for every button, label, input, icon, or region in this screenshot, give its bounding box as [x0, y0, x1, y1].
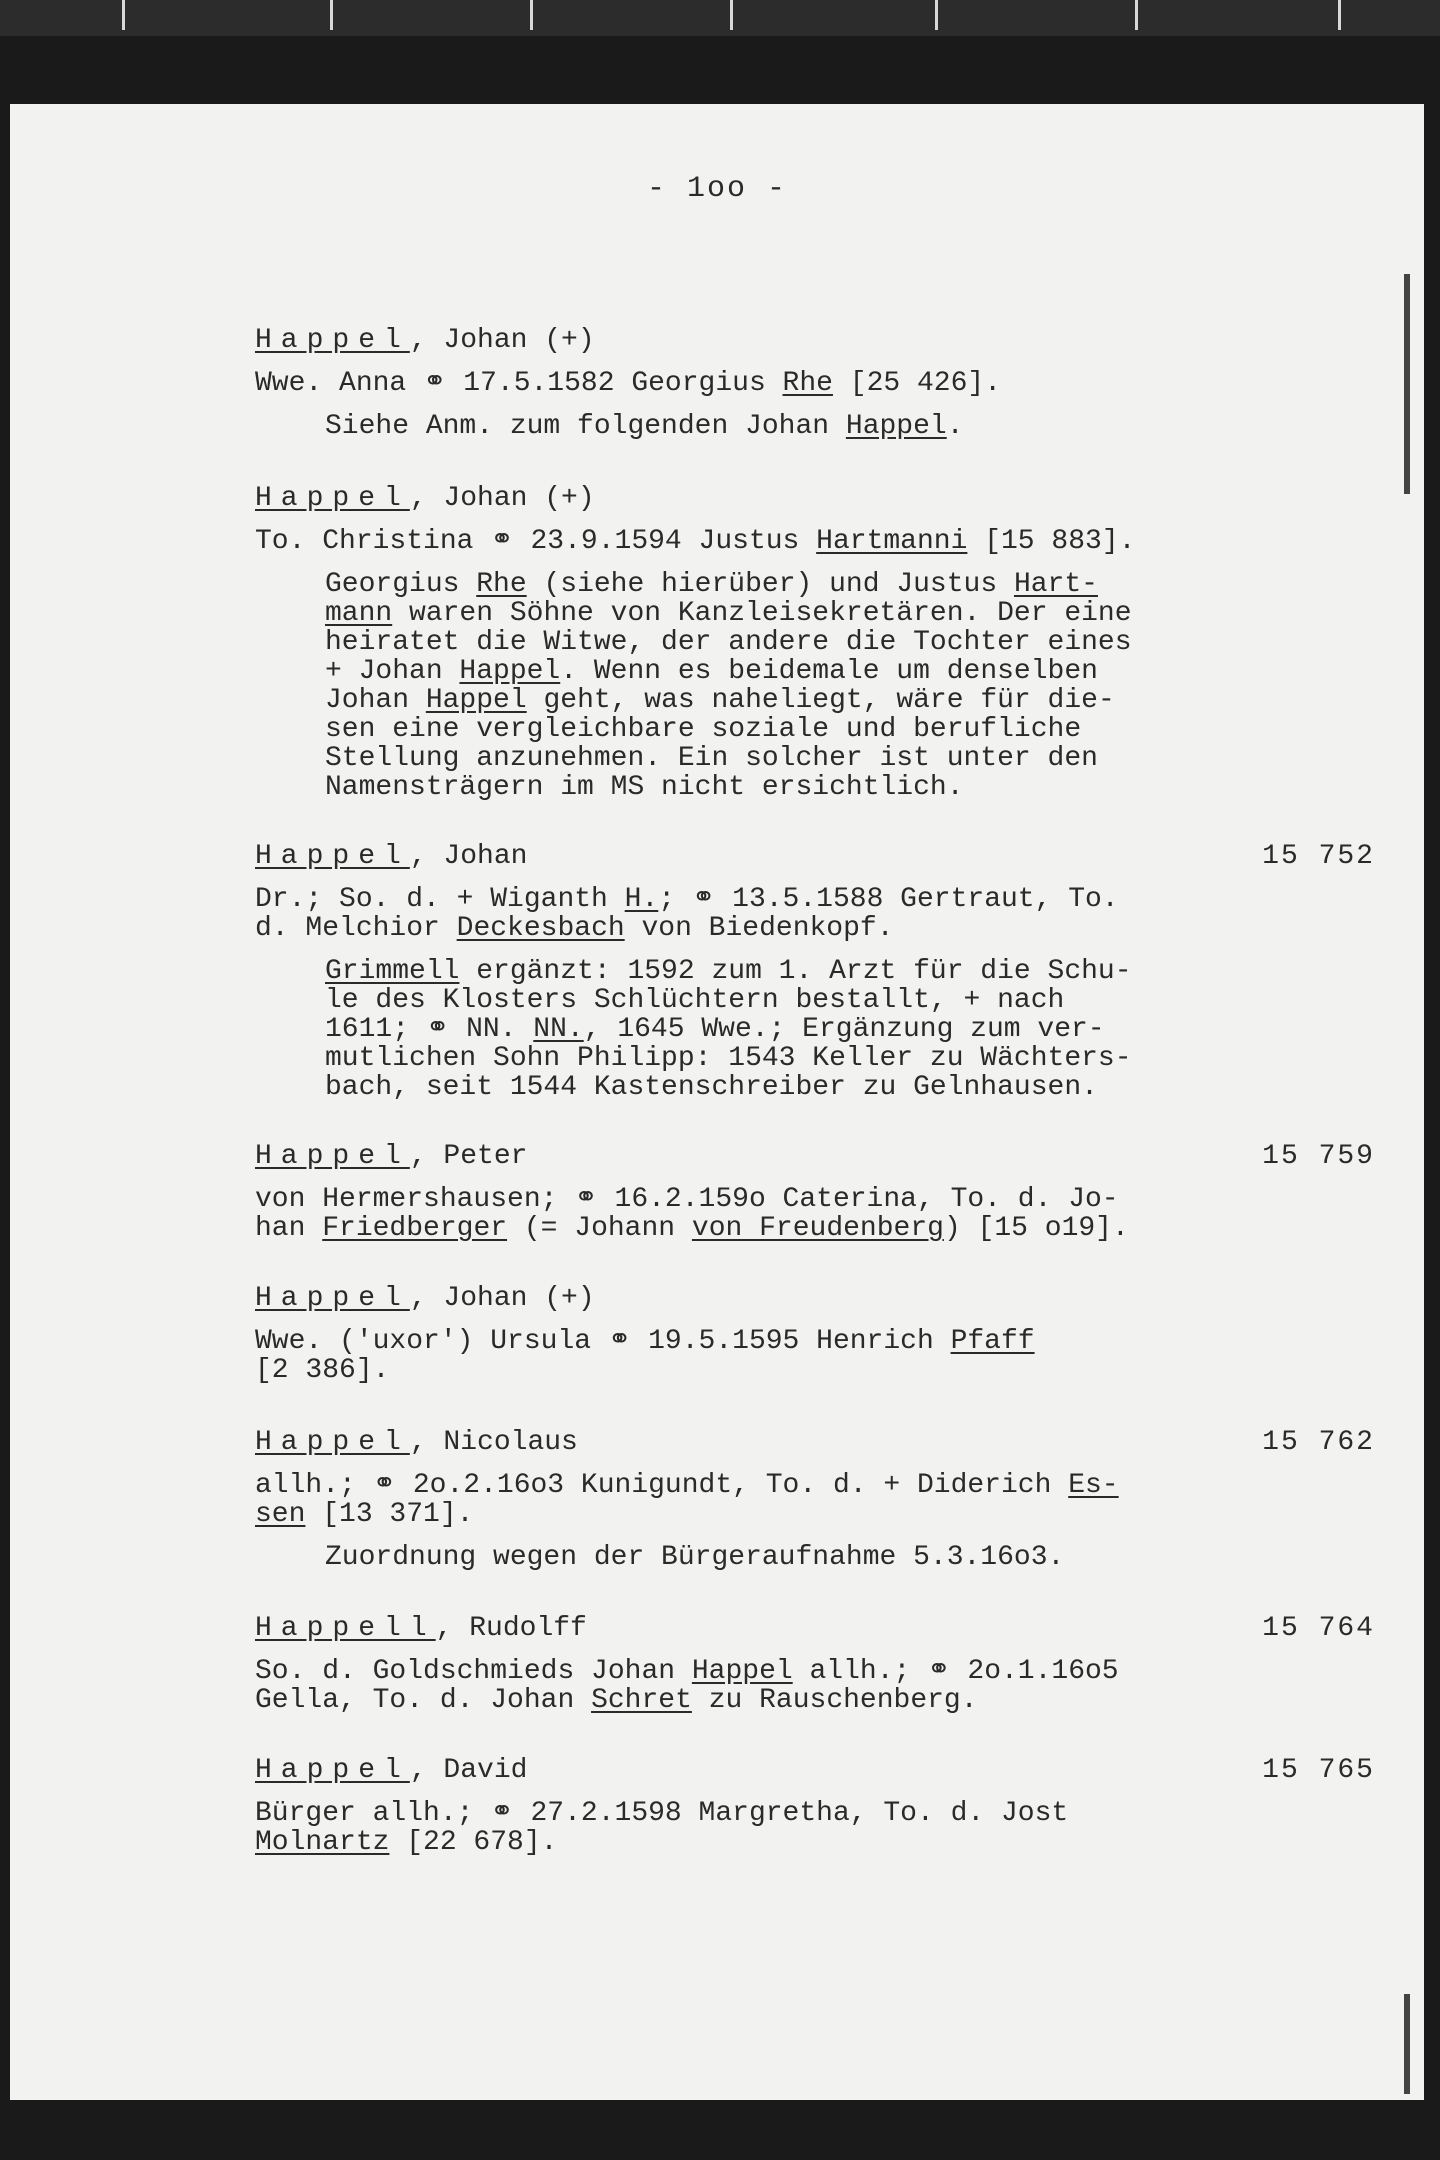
text-line — [255, 1500, 1375, 1529]
text-line — [255, 1214, 1375, 1243]
entry-given-name: , David — [409, 1755, 528, 1786]
entry-heading — [255, 1142, 1375, 1171]
underlined-name: Happel — [425, 685, 527, 716]
text-line — [255, 599, 1375, 628]
entry-body — [255, 1657, 1375, 1715]
text-segment: sen eine vergleichbare soziale und berufliche — [325, 714, 1082, 745]
entry-body — [255, 1327, 1375, 1385]
entry-body — [255, 885, 1375, 943]
entry — [255, 842, 1375, 1102]
entry-number: 15 759 — [1262, 1141, 1375, 1172]
text-segment: . Wenn es beidemale um denselben — [560, 656, 1098, 687]
text-line — [255, 773, 1375, 802]
underlined-name: Happel — [691, 1656, 793, 1687]
text-segment: Bürger allh.; ⚭ 27.2.1598 Margretha, To. d. Jost — [255, 1798, 1069, 1829]
text-line — [255, 1185, 1375, 1214]
text-line — [255, 1073, 1375, 1102]
entry-number: 15 762 — [1262, 1427, 1375, 1458]
text-segment: d. Melchior — [255, 913, 457, 944]
entry-note — [255, 1543, 1375, 1572]
text-segment: von Biedenkopf. — [624, 913, 894, 944]
text-segment: . — [946, 411, 964, 442]
entry-heading — [255, 842, 1375, 871]
text-segment: + Johan — [325, 656, 460, 687]
text-segment: To. Christina ⚭ 23.9.1594 Justus — [255, 526, 817, 557]
text-segment: Wwe. Anna ⚭ 17.5.1582 Georgius — [255, 368, 783, 399]
entry — [255, 1756, 1375, 1857]
underlined-name: H. — [624, 884, 659, 915]
scan-edge-mark — [1404, 274, 1410, 494]
entry-heading — [255, 1428, 1375, 1457]
text-segment: Wwe. ('uxor') Ursula ⚭ 19.5.1595 Henrich — [255, 1326, 951, 1357]
entry-surname: Happel — [255, 1283, 410, 1314]
entry-note — [255, 570, 1375, 802]
underlined-name: Hartmanni — [816, 526, 968, 557]
text-segment: allh.; ⚭ 2o.1.16o5 — [792, 1656, 1119, 1687]
text-segment: Dr.; So. d. + Wiganth — [255, 884, 625, 915]
scan-edge-mark — [1404, 1994, 1410, 2094]
text-segment: geht, was naheliegt, wäre für die- — [526, 685, 1115, 716]
entry-number: 15 752 — [1262, 841, 1375, 872]
text-segment: waren Söhne von Kanzleisekretären. Der eine — [392, 598, 1132, 629]
text-segment: ) [15 o19]. — [943, 1213, 1129, 1244]
entry-heading — [255, 1756, 1375, 1785]
entry-body — [255, 1471, 1375, 1529]
entry-number: 15 764 — [1262, 1613, 1375, 1644]
entry-given-name: , Johan — [409, 841, 528, 872]
underlined-name: Rhe — [782, 368, 833, 399]
text-line — [255, 1356, 1375, 1385]
strip-tick — [1338, 0, 1341, 30]
entry — [255, 1428, 1375, 1572]
text-segment: ergänzt: 1592 zum 1. Arzt für die Schu- — [459, 956, 1132, 987]
text-segment: Namensträgern im MS nicht ersichtlich. — [325, 772, 964, 803]
underlined-name: Grimmell — [325, 956, 460, 987]
underlined-name: Rhe — [476, 569, 527, 600]
strip-tick — [330, 0, 333, 30]
text-segment: 1611; ⚭ NN. — [325, 1014, 534, 1045]
text-line — [255, 1044, 1375, 1073]
entry-given-name: , Johan (+) — [409, 325, 595, 356]
strip-tick — [730, 0, 733, 30]
text-line — [255, 628, 1375, 657]
entry-surname: Happel — [255, 1141, 410, 1172]
film-strip — [0, 0, 1440, 36]
text-line — [255, 1543, 1375, 1572]
text-segment: von Hermershausen; ⚭ 16.2.159o Caterina, To. d. Jo- — [255, 1184, 1119, 1215]
entry-body — [255, 369, 1375, 398]
underlined-name: Happel — [459, 656, 561, 687]
entry-note — [255, 412, 1375, 441]
text-segment: (= Johann — [507, 1213, 692, 1244]
entry-heading — [255, 484, 1375, 513]
underlined-name: Molnartz — [255, 1827, 390, 1858]
text-segment: Johan — [325, 685, 426, 716]
text-segment: Stellung anzunehmen. Ein solcher ist unter den — [325, 743, 1098, 774]
entry-given-name: , Johan (+) — [409, 483, 595, 514]
text-segment: heiratet die Witwe, der andere die Tochter eines — [325, 627, 1132, 658]
text-line — [255, 1799, 1375, 1828]
text-line — [255, 570, 1375, 599]
text-line — [255, 1471, 1375, 1500]
document-page — [10, 104, 1424, 2100]
strip-tick — [1135, 0, 1138, 30]
text-segment: [22 678]. — [389, 1827, 558, 1858]
text-line — [255, 369, 1375, 398]
text-segment: zu Rauschenberg. — [691, 1685, 978, 1716]
entry-given-name: , Rudolff — [435, 1613, 587, 1644]
entry-heading — [255, 1284, 1375, 1313]
text-line — [255, 527, 1375, 556]
text-line — [255, 744, 1375, 773]
strip-tick — [122, 0, 125, 30]
text-segment: Zuordnung wegen der Bürgeraufnahme 5.3.16o3. — [325, 1542, 1065, 1573]
text-line — [255, 1015, 1375, 1044]
entry-surname: Happel — [255, 483, 410, 514]
text-segment: [15 883]. — [967, 526, 1136, 557]
entry-body — [255, 1799, 1375, 1857]
text-line — [255, 686, 1375, 715]
entry — [255, 1614, 1375, 1715]
text-segment: [13 371]. — [305, 1499, 474, 1530]
underlined-name: Hart- — [1013, 569, 1098, 600]
entry-surname: Happell — [255, 1613, 436, 1644]
underlined-name: Deckesbach — [456, 913, 625, 944]
entry-number: 15 765 — [1262, 1755, 1375, 1786]
entry — [255, 484, 1375, 802]
entry-body — [255, 527, 1375, 556]
entry-surname: Happel — [255, 841, 410, 872]
underlined-name: Friedberger — [322, 1213, 508, 1244]
entry-heading — [255, 326, 1375, 355]
entry-given-name: , Johan (+) — [409, 1283, 595, 1314]
text-line — [255, 1686, 1375, 1715]
text-line — [255, 957, 1375, 986]
underlined-name: Happel — [845, 411, 947, 442]
text-segment: mutlichen Sohn Philipp: 1543 Keller zu Wächters- — [325, 1043, 1132, 1074]
text-segment: [25 426]. — [832, 368, 1001, 399]
text-line — [255, 412, 1375, 441]
entry — [255, 1142, 1375, 1243]
entry — [255, 1284, 1375, 1385]
text-segment: bach, seit 1544 Kastenschreiber zu Gelnhausen. — [325, 1072, 1098, 1103]
underlined-name: mann — [325, 598, 393, 629]
text-segment: allh.; ⚭ 2o.2.16o3 Kunigundt, To. d. + Diderich — [255, 1470, 1069, 1501]
text-segment: Siehe Anm. zum folgenden Johan — [325, 411, 846, 442]
text-segment: le des Klosters Schlüchtern bestallt, + nach — [325, 985, 1065, 1016]
entry-body — [255, 1185, 1375, 1243]
text-line — [255, 1657, 1375, 1686]
text-segment: , 1645 Wwe.; Ergänzung zum ver- — [583, 1014, 1105, 1045]
entry-given-name: , Peter — [409, 1141, 528, 1172]
text-segment: ; ⚭ 13.5.1588 Gertraut, To. — [658, 884, 1119, 915]
text-line — [255, 715, 1375, 744]
strip-tick — [935, 0, 938, 30]
underlined-name: Es- — [1068, 1470, 1119, 1501]
strip-tick — [530, 0, 533, 30]
underlined-name: NN. — [533, 1014, 584, 1045]
entry-surname: Happel — [255, 325, 410, 356]
text-line — [255, 986, 1375, 1015]
underlined-name: Pfaff — [950, 1326, 1035, 1357]
entry-note — [255, 957, 1375, 1102]
page-number: - 1oo - — [646, 172, 788, 206]
text-segment: (siehe hierüber) und Justus — [526, 569, 1014, 600]
text-line — [255, 914, 1375, 943]
text-line — [255, 1828, 1375, 1857]
underlined-name: von Freudenberg — [691, 1213, 944, 1244]
text-line — [255, 1327, 1375, 1356]
entry-surname: Happel — [255, 1427, 410, 1458]
text-segment: So. d. Goldschmieds Johan — [255, 1656, 692, 1687]
text-line — [255, 885, 1375, 914]
text-segment: [2 386]. — [255, 1355, 390, 1386]
entry-given-name: , Nicolaus — [409, 1427, 578, 1458]
text-line — [255, 657, 1375, 686]
text-segment: Georgius — [325, 569, 477, 600]
text-segment: han — [255, 1213, 323, 1244]
entry — [255, 326, 1375, 441]
underlined-name: Schret — [591, 1685, 692, 1716]
underlined-name: sen — [255, 1499, 306, 1530]
text-segment: Gella, To. d. Johan — [255, 1685, 592, 1716]
entry-heading — [255, 1614, 1375, 1643]
entry-surname: Happel — [255, 1755, 410, 1786]
